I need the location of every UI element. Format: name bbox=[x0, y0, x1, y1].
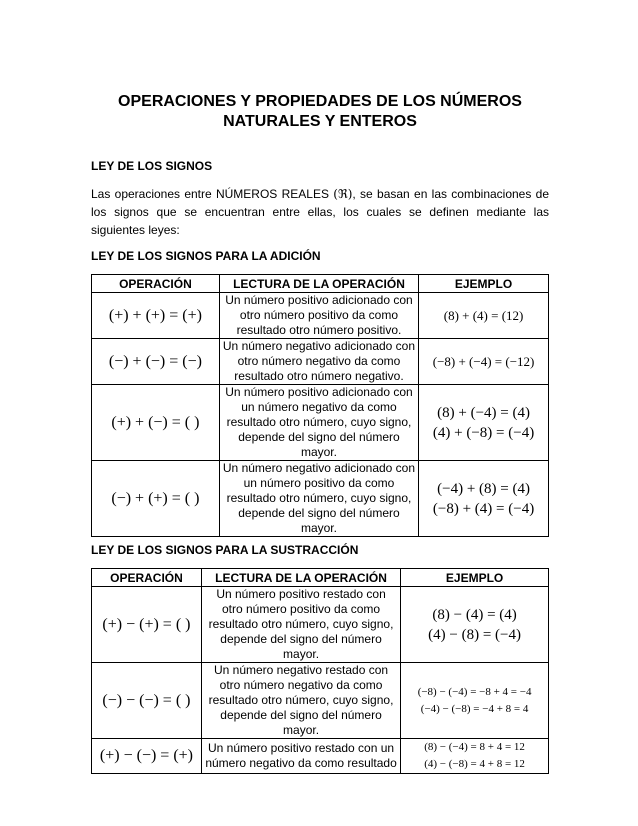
example-line: (−8) − (−4) = −8 + 4 = −4 bbox=[417, 685, 532, 698]
reales-symbol: (ℜ) bbox=[333, 187, 353, 201]
example-line: (−8) + (−4) = (−12) bbox=[432, 353, 535, 369]
table-row bbox=[92, 293, 549, 339]
operation-cell: (+) − (+) = ( ) bbox=[92, 587, 202, 663]
page-title bbox=[60, 92, 580, 132]
table-row bbox=[92, 461, 549, 537]
column-header: LECTURA DE LA OPERACIÓN bbox=[201, 569, 400, 587]
title-line-1: OPERACIONES Y PROPIEDADES DE LOS NÚMEROS bbox=[118, 93, 522, 110]
example-line: (8) − (4) = (4) bbox=[432, 606, 517, 623]
title-line-2: NATURALES Y ENTEROS bbox=[223, 113, 417, 130]
example-cell bbox=[401, 587, 549, 663]
column-header: LECTURA DE LA OPERACIÓN bbox=[219, 275, 418, 293]
column-header: OPERACIÓN bbox=[92, 569, 202, 587]
operation-cell: (+) + (+) = (+) bbox=[92, 293, 220, 339]
example-cell bbox=[419, 461, 549, 537]
operation-cell: (+) − (−) = (+) bbox=[92, 739, 202, 774]
section-heading-sustraccion: LEY DE LOS SIGNOS PARA LA SUSTRACCIÓN bbox=[91, 543, 359, 557]
example-cell bbox=[419, 293, 549, 339]
example-cell bbox=[419, 385, 549, 461]
section-heading-adicion: LEY DE LOS SIGNOS PARA LA ADICIÓN bbox=[91, 249, 321, 263]
section-heading-ley-signos: LEY DE LOS SIGNOS bbox=[91, 159, 213, 173]
operation-cell: (+) + (−) = ( ) bbox=[92, 385, 220, 461]
example-line: (4) + (−8) = (−4) bbox=[432, 424, 535, 441]
sustraccion-table bbox=[91, 568, 549, 774]
adicion-table bbox=[91, 274, 549, 537]
intro-text-a: Las operaciones entre NÚMEROS REALES bbox=[91, 187, 329, 201]
operation-cell: (−) + (−) = (−) bbox=[92, 339, 220, 385]
table-row bbox=[92, 339, 549, 385]
table-header-row bbox=[92, 569, 549, 587]
example-line: (−4) + (8) = (4) bbox=[437, 480, 530, 497]
reading-cell: Un número positivo adicionado con otro número positivo da como resultado otro número positivo. bbox=[219, 293, 418, 339]
column-header: OPERACIÓN bbox=[92, 275, 220, 293]
example-line: (−8) + (4) = (−4) bbox=[432, 500, 535, 517]
example-cell bbox=[419, 339, 549, 385]
intro-text-b: , se basan en las combinaciones de los signos que se encuentran entre ellas, los cuales se definen mediante las siguientes leyes: bbox=[91, 187, 549, 237]
reading-cell: Un número negativo adicionado con un número positivo da como resultado otro número, cuyo signo, depende del signo del número mayor. bbox=[219, 461, 418, 537]
column-header: EJEMPLO bbox=[419, 275, 549, 293]
example-cell bbox=[401, 739, 549, 774]
reading-cell: Un número positivo restado con otro número positivo da como resultado otro número, cuyo signo, depende del signo del número mayor. bbox=[201, 587, 400, 663]
table-row bbox=[92, 663, 549, 739]
example-line: (−4) − (−8) = −4 + 8 = 4 bbox=[420, 702, 529, 715]
reading-cell: Un número negativo adicionado con otro número negativo da como resultado otro número negativo. bbox=[219, 339, 418, 385]
example-line: (8) − (−4) = 8 + 4 = 12 bbox=[424, 741, 525, 753]
table-header-row bbox=[92, 275, 549, 293]
table-row bbox=[92, 587, 549, 663]
example-line: (8) + (−4) = (4) bbox=[437, 404, 530, 421]
operation-cell: (−) − (−) = ( ) bbox=[92, 663, 202, 739]
reading-cell: Un número positivo adicionado con un número negativo da como resultado otro número, cuyo signo, depende del signo del número mayor. bbox=[219, 385, 418, 461]
example-line: (8) + (4) = (12) bbox=[443, 307, 524, 323]
example-line: (4) − (−8) = 4 + 8 = 12 bbox=[424, 758, 525, 770]
reading-cell: Un número positivo restado con un número negativo da como resultado bbox=[201, 739, 400, 774]
example-cell bbox=[401, 663, 549, 739]
table-row bbox=[92, 385, 549, 461]
operation-cell: (−) + (+) = ( ) bbox=[92, 461, 220, 537]
table-row bbox=[92, 739, 549, 774]
intro-paragraph bbox=[91, 185, 549, 239]
example-line: (4) − (8) = (−4) bbox=[428, 626, 521, 643]
reading-cell: Un número negativo restado con otro número negativo da como resultado otro número, cuyo signo, depende del signo del número mayor. bbox=[201, 663, 400, 739]
column-header: EJEMPLO bbox=[401, 569, 549, 587]
